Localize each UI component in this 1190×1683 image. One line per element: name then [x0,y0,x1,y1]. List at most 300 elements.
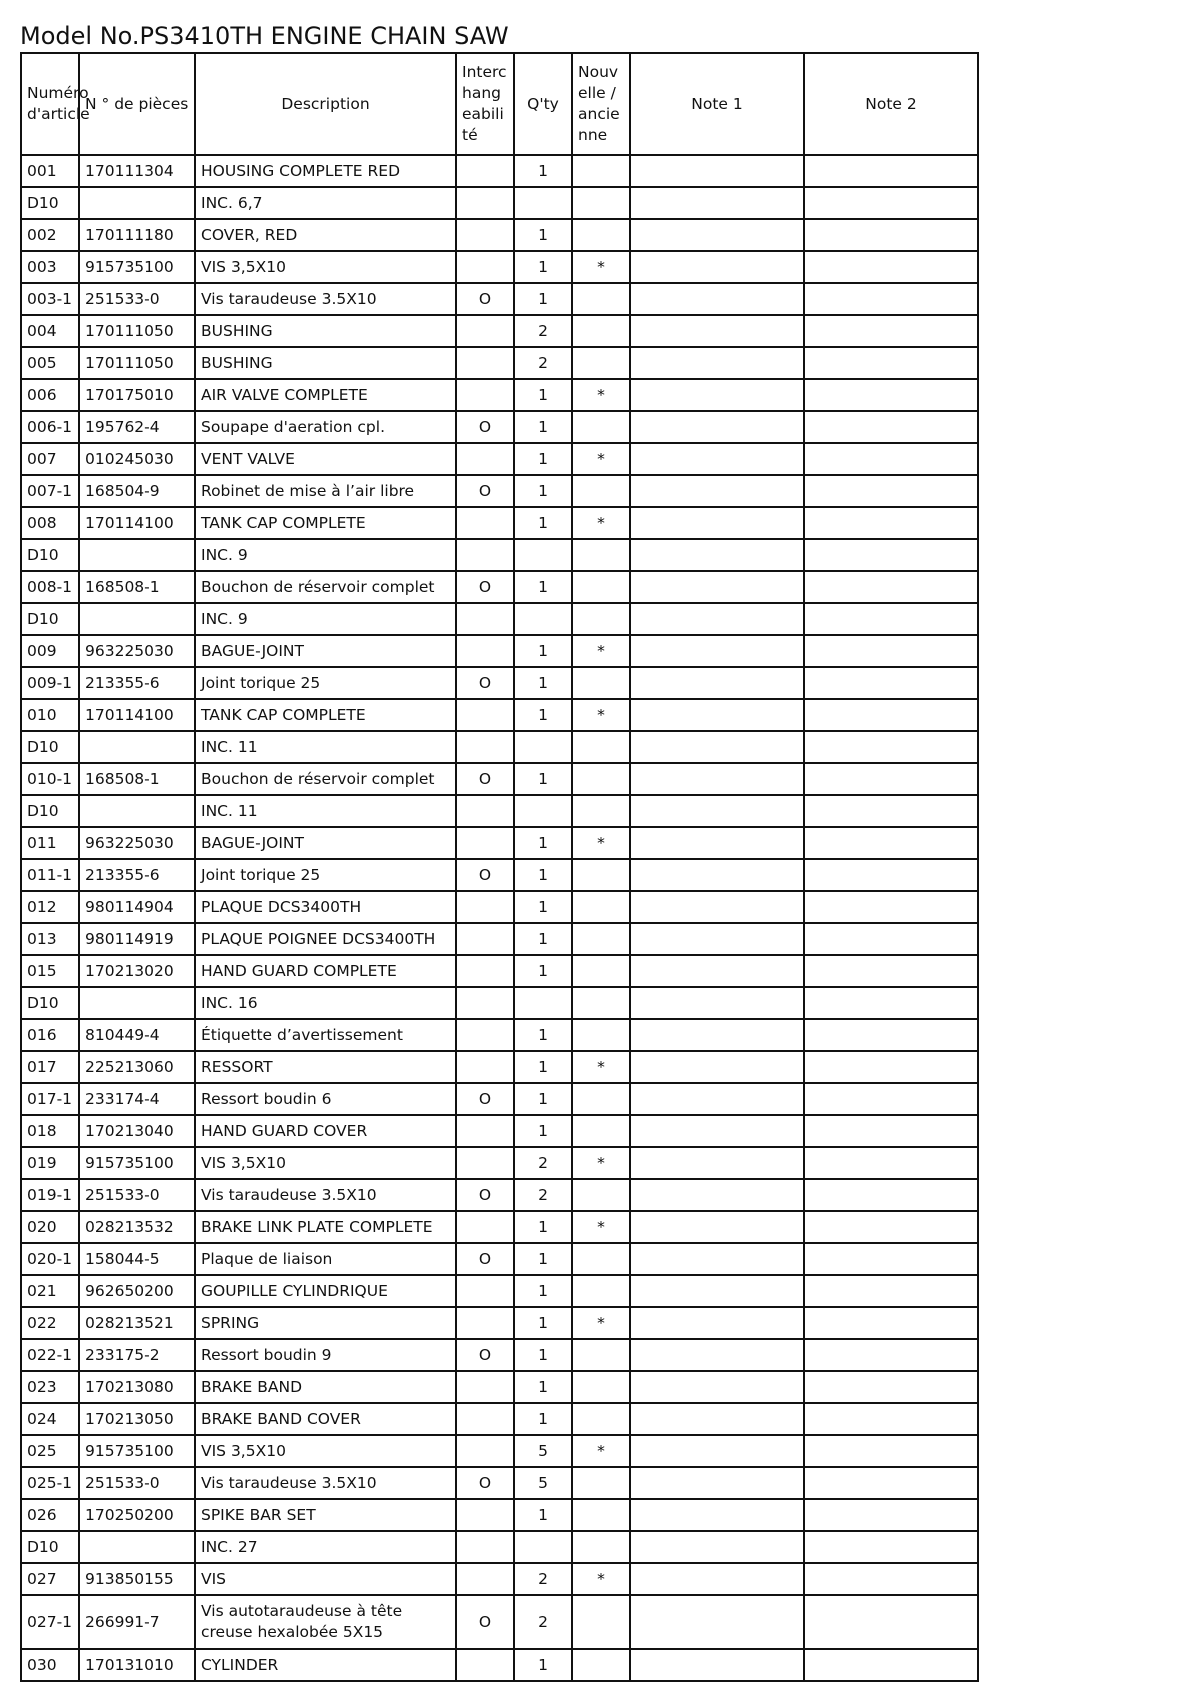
note-2-cell [804,475,978,507]
part-number-cell: 028213521 [79,1307,195,1339]
note-1-cell [630,347,804,379]
quantity-cell [514,539,572,571]
new-old-cell: * [572,1147,630,1179]
quantity-cell: 1 [514,507,572,539]
new-old-cell: * [572,1211,630,1243]
description-cell: VENT VALVE [195,443,456,475]
item-number-cell: 021 [21,1275,79,1307]
interchangeability-cell [456,347,514,379]
item-number-cell: 020-1 [21,1243,79,1275]
note-1-cell [630,955,804,987]
note-2-cell [804,155,978,187]
note-1-cell [630,699,804,731]
item-number-cell: 009 [21,635,79,667]
item-number-cell: 005 [21,347,79,379]
description-cell: Joint torique 25 [195,667,456,699]
interchangeability-cell [456,1211,514,1243]
note-1-cell [630,1467,804,1499]
note-2-cell [804,1531,978,1563]
note-2-cell [804,1307,978,1339]
part-number-cell [79,731,195,763]
part-number-cell [79,987,195,1019]
quantity-cell: 2 [514,347,572,379]
interchangeability-cell: O [456,1467,514,1499]
table-row [21,1467,978,1499]
note-2-cell [804,1275,978,1307]
note-2-cell [804,219,978,251]
description-cell: BAGUE-JOINT [195,827,456,859]
quantity-cell: 2 [514,315,572,347]
table-row [21,443,978,475]
interchangeability-cell [456,155,514,187]
new-old-cell: * [572,635,630,667]
table-row [21,1083,978,1115]
note-1-cell [630,1339,804,1371]
note-2-cell [804,1243,978,1275]
new-old-cell [572,219,630,251]
header-part-no: N ° de pièces [79,53,195,155]
interchangeability-cell [456,1019,514,1051]
note-2-cell [804,411,978,443]
item-number-cell: 023 [21,1371,79,1403]
item-number-cell: 004 [21,315,79,347]
part-number-cell: 170213080 [79,1371,195,1403]
table-row [21,667,978,699]
description-cell: VIS [195,1563,456,1595]
item-number-cell: 008-1 [21,571,79,603]
part-number-cell: 170111050 [79,347,195,379]
note-2-cell [804,187,978,219]
note-1-cell [630,1147,804,1179]
item-number-cell: 025 [21,1435,79,1467]
description-cell: INC. 9 [195,539,456,571]
interchangeability-cell: O [456,1595,514,1649]
interchangeability-cell [456,315,514,347]
note-1-cell [630,443,804,475]
table-row [21,699,978,731]
item-number-cell: 007 [21,443,79,475]
part-number-cell: 251533-0 [79,283,195,315]
quantity-cell: 2 [514,1147,572,1179]
quantity-cell: 1 [514,1083,572,1115]
quantity-cell [514,731,572,763]
quantity-cell: 1 [514,1339,572,1371]
quantity-cell: 1 [514,475,572,507]
item-number-cell: 013 [21,923,79,955]
part-number-cell: 028213532 [79,1211,195,1243]
note-1-cell [630,859,804,891]
table-row [21,315,978,347]
part-number-cell: 170111304 [79,155,195,187]
quantity-cell: 1 [514,763,572,795]
table-row [21,1339,978,1371]
note-1-cell [630,1403,804,1435]
part-number-cell: 915735100 [79,251,195,283]
note-1-cell [630,315,804,347]
table-row [21,1531,978,1563]
new-old-cell [572,1243,630,1275]
description-cell: Vis autotaraudeuse à tête creuse hexalobée 5X15 [195,1595,456,1649]
note-1-cell [630,923,804,955]
note-2-cell [804,1083,978,1115]
description-cell: AIR VALVE COMPLETE [195,379,456,411]
quantity-cell: 1 [514,1211,572,1243]
table-row [21,1243,978,1275]
quantity-cell: 1 [514,1307,572,1339]
note-2-cell [804,1147,978,1179]
part-number-cell: 170111050 [79,315,195,347]
note-1-cell [630,1243,804,1275]
new-old-cell [572,1115,630,1147]
note-1-cell [630,1051,804,1083]
description-cell: RESSORT [195,1051,456,1083]
interchangeability-cell [456,891,514,923]
quantity-cell: 1 [514,1243,572,1275]
table-row [21,1019,978,1051]
new-old-cell [572,1179,630,1211]
interchangeability-cell [456,827,514,859]
table-row [21,1115,978,1147]
note-2-cell [804,1051,978,1083]
item-number-cell: 008 [21,507,79,539]
table-row [21,635,978,667]
item-number-cell: 015 [21,955,79,987]
quantity-cell: 1 [514,1403,572,1435]
interchangeability-cell [456,795,514,827]
table-row [21,475,978,507]
note-2-cell [804,347,978,379]
part-number-cell: 170111180 [79,219,195,251]
interchangeability-cell [456,1499,514,1531]
part-number-cell: 233175-2 [79,1339,195,1371]
header-qty: Q'ty [514,53,572,155]
description-cell: VIS 3,5X10 [195,1435,456,1467]
note-1-cell [630,475,804,507]
part-number-cell: 251533-0 [79,1179,195,1211]
item-number-cell: 012 [21,891,79,923]
note-1-cell [630,603,804,635]
note-1-cell [630,763,804,795]
note-2-cell [804,859,978,891]
note-1-cell [630,1371,804,1403]
item-number-cell: D10 [21,1531,79,1563]
quantity-cell: 1 [514,411,572,443]
new-old-cell [572,571,630,603]
note-2-cell [804,443,978,475]
note-2-cell [804,987,978,1019]
table-row [21,1179,978,1211]
note-1-cell [630,827,804,859]
interchangeability-cell: O [456,763,514,795]
quantity-cell: 1 [514,283,572,315]
new-old-cell [572,283,630,315]
part-number-cell: 170250200 [79,1499,195,1531]
new-old-cell [572,1531,630,1563]
parts-table-body [21,155,978,1681]
item-number-cell: 022 [21,1307,79,1339]
interchangeability-cell [456,1531,514,1563]
description-cell: COVER, RED [195,219,456,251]
item-number-cell: 006-1 [21,411,79,443]
note-1-cell [630,251,804,283]
note-1-cell [630,1211,804,1243]
part-number-cell: 980114919 [79,923,195,955]
note-1-cell [630,283,804,315]
item-number-cell: 003-1 [21,283,79,315]
table-row [21,1563,978,1595]
description-cell: HOUSING COMPLETE RED [195,155,456,187]
quantity-cell [514,1531,572,1563]
part-number-cell: 225213060 [79,1051,195,1083]
note-1-cell [630,187,804,219]
note-2-cell [804,315,978,347]
quantity-cell: 1 [514,155,572,187]
description-cell: BRAKE BAND COVER [195,1403,456,1435]
quantity-cell: 1 [514,667,572,699]
quantity-cell: 1 [514,955,572,987]
table-row [21,283,978,315]
interchangeability-cell [456,1403,514,1435]
quantity-cell: 1 [514,443,572,475]
item-number-cell: 024 [21,1403,79,1435]
table-row [21,251,978,283]
interchangeability-cell [456,1435,514,1467]
quantity-cell: 1 [514,1649,572,1681]
description-cell: SPRING [195,1307,456,1339]
interchangeability-cell [456,187,514,219]
quantity-cell: 1 [514,1499,572,1531]
item-number-cell: 007-1 [21,475,79,507]
table-row [21,987,978,1019]
interchangeability-cell: O [456,571,514,603]
note-2-cell [804,1467,978,1499]
item-number-cell: 002 [21,219,79,251]
note-2-cell [804,1371,978,1403]
new-old-cell [572,475,630,507]
new-old-cell: * [572,507,630,539]
description-cell: PLAQUE DCS3400TH [195,891,456,923]
description-cell: Vis taraudeuse 3.5X10 [195,283,456,315]
item-number-cell: D10 [21,731,79,763]
new-old-cell: * [572,379,630,411]
new-old-cell: * [572,1435,630,1467]
interchangeability-cell [456,539,514,571]
interchangeability-cell: O [456,411,514,443]
interchangeability-cell [456,1649,514,1681]
note-2-cell [804,379,978,411]
description-cell: Joint torique 25 [195,859,456,891]
table-row [21,1147,978,1179]
note-1-cell [630,571,804,603]
part-number-cell: 233174-4 [79,1083,195,1115]
note-1-cell [630,795,804,827]
note-1-cell [630,1563,804,1595]
new-old-cell [572,795,630,827]
new-old-cell [572,1275,630,1307]
quantity-cell: 2 [514,1563,572,1595]
part-number-cell: 170175010 [79,379,195,411]
note-2-cell [804,1595,978,1649]
description-cell: VIS 3,5X10 [195,1147,456,1179]
interchangeability-cell [456,1275,514,1307]
item-number-cell: 027 [21,1563,79,1595]
new-old-cell [572,155,630,187]
header-description: Description [195,53,456,155]
header-item-no: Numéro d'article [21,53,79,155]
table-row [21,603,978,635]
part-number-cell: 980114904 [79,891,195,923]
header-row [21,53,978,155]
note-2-cell [804,1179,978,1211]
item-number-cell: 020 [21,1211,79,1243]
item-number-cell: 010-1 [21,763,79,795]
quantity-cell: 1 [514,699,572,731]
quantity-cell: 1 [514,1115,572,1147]
table-row [21,795,978,827]
note-1-cell [630,1019,804,1051]
item-number-cell: 027-1 [21,1595,79,1649]
interchangeability-cell: O [456,283,514,315]
new-old-cell [572,1649,630,1681]
new-old-cell [572,859,630,891]
quantity-cell: 1 [514,1019,572,1051]
item-number-cell: 026 [21,1499,79,1531]
new-old-cell: * [572,1307,630,1339]
description-cell: Vis taraudeuse 3.5X10 [195,1467,456,1499]
note-2-cell [804,283,978,315]
quantity-cell: 2 [514,1595,572,1649]
description-cell: BUSHING [195,315,456,347]
note-2-cell [804,795,978,827]
note-2-cell [804,1403,978,1435]
note-1-cell [630,1275,804,1307]
note-2-cell [804,923,978,955]
quantity-cell [514,187,572,219]
note-1-cell [630,1307,804,1339]
new-old-cell [572,955,630,987]
interchangeability-cell [456,1147,514,1179]
item-number-cell: D10 [21,187,79,219]
item-number-cell: 011 [21,827,79,859]
note-2-cell [804,891,978,923]
description-cell: Ressort boudin 6 [195,1083,456,1115]
table-row [21,1051,978,1083]
item-number-cell: 010 [21,699,79,731]
table-row [21,763,978,795]
note-2-cell [804,571,978,603]
note-1-cell [630,1083,804,1115]
interchangeability-cell [456,507,514,539]
item-number-cell: 009-1 [21,667,79,699]
part-number-cell: 195762-4 [79,411,195,443]
part-number-cell: 213355-6 [79,667,195,699]
quantity-cell: 1 [514,219,572,251]
part-number-cell: 170213020 [79,955,195,987]
interchangeability-cell [456,699,514,731]
new-old-cell [572,347,630,379]
note-1-cell [630,731,804,763]
table-row [21,1499,978,1531]
note-2-cell [804,1211,978,1243]
description-cell: Soupape d'aeration cpl. [195,411,456,443]
part-number-cell [79,603,195,635]
quantity-cell: 1 [514,827,572,859]
new-old-cell [572,1595,630,1649]
item-number-cell: 017 [21,1051,79,1083]
note-2-cell [804,1115,978,1147]
note-1-cell [630,1499,804,1531]
part-number-cell [79,795,195,827]
new-old-cell [572,987,630,1019]
description-cell: BAGUE-JOINT [195,635,456,667]
note-2-cell [804,1339,978,1371]
table-row [21,827,978,859]
part-number-cell: 170114100 [79,699,195,731]
quantity-cell [514,795,572,827]
description-cell: Vis taraudeuse 3.5X10 [195,1179,456,1211]
part-number-cell: 010245030 [79,443,195,475]
new-old-cell [572,1083,630,1115]
part-number-cell: 170114100 [79,507,195,539]
note-1-cell [630,1595,804,1649]
description-cell: Robinet de mise à l’air libre [195,475,456,507]
table-row [21,923,978,955]
new-old-cell [572,731,630,763]
new-old-cell: * [572,699,630,731]
note-2-cell [804,507,978,539]
part-number-cell: 963225030 [79,827,195,859]
item-number-cell: 019 [21,1147,79,1179]
description-cell: INC. 27 [195,1531,456,1563]
description-cell: INC. 9 [195,603,456,635]
quantity-cell [514,603,572,635]
part-number-cell: 170213040 [79,1115,195,1147]
description-cell: Étiquette d’avertissement [195,1019,456,1051]
note-2-cell [804,1563,978,1595]
description-cell: INC. 16 [195,987,456,1019]
interchangeability-cell: O [456,475,514,507]
new-old-cell [572,187,630,219]
note-1-cell [630,507,804,539]
description-cell: INC. 11 [195,731,456,763]
part-number-cell: 170131010 [79,1649,195,1681]
table-row [21,891,978,923]
note-1-cell [630,891,804,923]
quantity-cell: 1 [514,859,572,891]
note-1-cell [630,987,804,1019]
table-row [21,859,978,891]
interchangeability-cell [456,251,514,283]
interchangeability-cell [456,1115,514,1147]
description-cell: HAND GUARD COMPLETE [195,955,456,987]
part-number-cell: 915735100 [79,1147,195,1179]
quantity-cell [514,987,572,1019]
table-row [21,379,978,411]
description-cell: HAND GUARD COVER [195,1115,456,1147]
part-number-cell [79,539,195,571]
quantity-cell: 1 [514,891,572,923]
item-number-cell: 011-1 [21,859,79,891]
table-row [21,219,978,251]
item-number-cell: 018 [21,1115,79,1147]
note-1-cell [630,539,804,571]
header-new-old: Nouvelle / ancienne [572,53,630,155]
part-number-cell: 266991-7 [79,1595,195,1649]
part-number-cell: 963225030 [79,635,195,667]
quantity-cell: 1 [514,635,572,667]
quantity-cell: 5 [514,1467,572,1499]
new-old-cell [572,411,630,443]
